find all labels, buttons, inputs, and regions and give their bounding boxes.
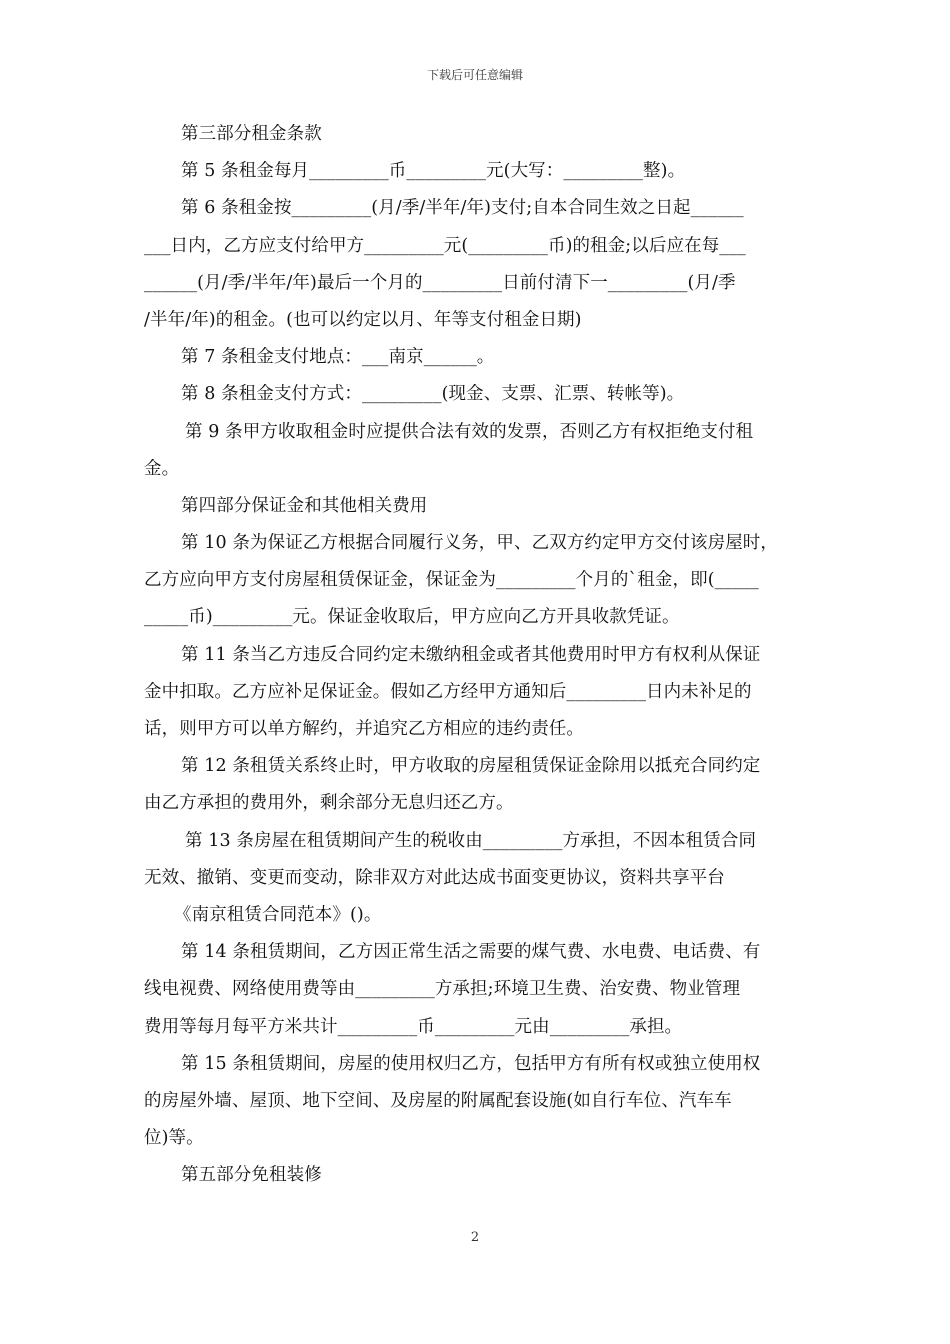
paragraph-line: ______(月/季/半年/年)最后一个月的_________日前付清下一_________(月/季	[144, 272, 736, 293]
paragraph-line: 无效、撤销、变更而变动，除非双方对此达成书面变更协议，资料共享平台	[144, 867, 725, 888]
paragraph-line: 第 6 条租金按_________(月/季/半年/年)支付;自本合同生效之日起______	[181, 198, 744, 219]
paragraph-line: 乙方应向甲方支付房屋租赁保证金，保证金为_________个月的`租金，即(_____	[144, 570, 759, 591]
paragraph-line: 第 11 条当乙方违反合同约定未缴纳租金或者其他费用时甲方有权利从保证	[181, 644, 761, 665]
paragraph-line: 《南京租赁合同范本》()。	[174, 904, 382, 925]
paragraph-line: 位)等。	[144, 1128, 204, 1149]
section-heading: 第四部分保证金和其他相关费用	[181, 495, 428, 516]
paragraph-line: ___日内，乙方应支付给甲方_________元(_________币)的租金;以后应在每___	[144, 235, 746, 256]
section-heading: 第三部分租金条款	[181, 124, 322, 144]
paragraph-line: 由乙方承担的费用外，剩余部分无息归还乙方。	[144, 793, 514, 814]
paragraph-line: 第 8 条租金支付方式：_________(现金、支票、汇票、转帐等)。	[181, 384, 685, 405]
paragraph-line: 第 12 条租赁关系终止时，甲方收取的房屋租赁保证金除用以抵充合同约定	[181, 756, 761, 777]
paragraph-line: 第 7 条租金支付地点：___南京______。	[181, 347, 495, 368]
paragraph-line: 第 5 条租金每月_________币_________元(大写：_________整)。	[181, 161, 686, 182]
paragraph-line: 金。	[144, 458, 180, 479]
paragraph-line: 金中扣取。乙方应补足保证金。假如乙方经甲方通知后_________日内未补足的	[144, 681, 752, 702]
paragraph-line: 第 15 条租赁期间，房屋的使用权归乙方，包括甲方有所有权或独立使用权	[181, 1053, 761, 1074]
document-body	[144, 116, 808, 1194]
page-number: 2	[470, 1230, 480, 1245]
paragraph-line: 第 14 条租赁期间，乙方因正常生活之需要的煤气费、水电费、电话费、有	[181, 942, 761, 963]
paragraph-line: 费用等每月每平方米共计_________币_________元由_________承担。	[144, 1016, 683, 1037]
paragraph-line: 线电视费、网络使用费等由_________方承担;环境卫生费、治安费、物业管理	[144, 979, 741, 1000]
paragraph-line: 第 13 条房屋在租赁期间产生的税收由_________方承担，不因本租赁合同	[185, 830, 757, 851]
paragraph-line: 第 9 条甲方收取租金时应提供合法有效的发票，否则乙方有权拒绝支付租	[185, 421, 754, 442]
page-header: 下载后可任意编辑	[426, 68, 523, 82]
section-heading: 第五部分免租装修	[181, 1165, 322, 1186]
paragraph-line: /半年/年)的租金。(也可以约定以月、年等支付租金日期)	[144, 309, 582, 330]
paragraph-line: 的房屋外墙、屋顶、地下空间、及房屋的附属配套设施(如自行车位、汽车车	[144, 1090, 732, 1111]
paragraph-line: 话，则甲方可以单方解约，并追究乙方相应的违约责任。	[144, 719, 584, 739]
paragraph-line: 第 10 条为保证乙方根据合同履行义务，甲、乙双方约定甲方交付该房屋时，	[181, 533, 778, 554]
paragraph-line: _____币)_________元。保证金收取后，甲方应向乙方开具收款凭证。	[144, 607, 680, 628]
